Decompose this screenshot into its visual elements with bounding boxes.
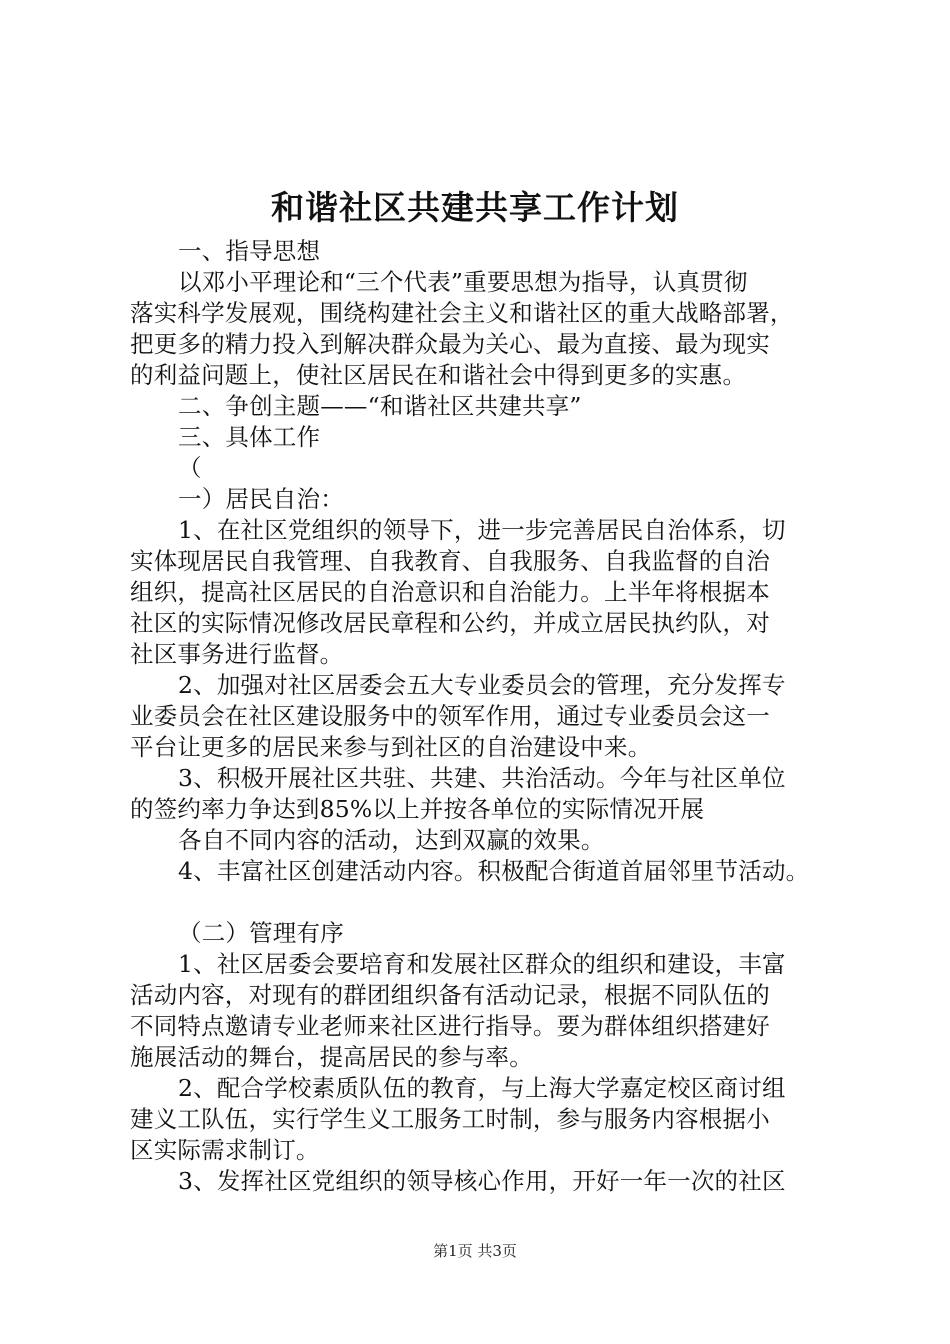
paragraph-line: 3、发挥社区党组织的领导核心作用，开好一年一次的社区 — [178, 1167, 786, 1195]
paragraph-line: 1、社区居委会要培育和发展社区群众的组织和建设，丰富 — [178, 950, 786, 978]
paragraph-line: 的签约率力争达到85%以上并按各单位的实际情况开展 — [130, 795, 705, 823]
document-body — [130, 236, 830, 1197]
paragraph-line: 活动内容，对现有的群团组织备有活动记录，根据不同队伍的 — [130, 981, 770, 1009]
paragraph-line: 施展活动的舞台，提高居民的参与率。 — [130, 1043, 533, 1071]
paragraph-line: 一）居民自治： — [178, 485, 344, 513]
document-title: 和谐社区共建共享工作计划 — [271, 188, 679, 227]
paragraph-line: （二）管理有序 — [178, 919, 344, 947]
paragraph-line: 的利益问题上，使社区居民在和谐社会中得到更多的实惠。 — [130, 361, 747, 389]
paragraph-line: 建义工队伍，实行学生义工服务工时制，参与服务内容根据小 — [130, 1105, 770, 1133]
paragraph-line: 把更多的精力投入到解决群众最为关心、最为直接、最为现实 — [130, 330, 770, 358]
paragraph-line: （ — [178, 454, 202, 482]
blank-line — [130, 887, 830, 918]
paragraph-line: 社区的实际情况修改居民章程和公约，并成立居民执约队，对 — [130, 609, 770, 637]
paragraph-line: 1、在社区党组织的领导下，进一步完善居民自治体系，切 — [178, 516, 786, 544]
paragraph-line: 4、丰富社区创建活动内容。积极配合街道首届邻里节活动。 — [178, 857, 810, 885]
paragraph-line: 2、加强对社区居委会五大专业委员会的管理，充分发挥专 — [178, 671, 786, 699]
paragraph-line: 平台让更多的居民来参与到社区的自治建设中来。 — [130, 733, 652, 761]
paragraph-line: 二、争创主题——“和谐社区共建共享” — [178, 392, 582, 420]
paragraph-line: 业委员会在社区建设服务中的领军作用，通过专业委员会这一 — [130, 702, 770, 730]
paragraph-line: 以邓小平理论和“三个代表”重要思想为指导，认真贯彻 — [178, 268, 748, 296]
paragraph-line: 组织，提高社区居民的自治意识和自治能力。上半年将根据本 — [130, 578, 770, 606]
paragraph-line: 社区事务进行监督。 — [130, 640, 344, 668]
paragraph-line: 区实际需求制订。 — [130, 1136, 320, 1164]
paragraph-line: 2、配合学校素质队伍的教育，与上海大学嘉定校区商讨组 — [178, 1074, 786, 1102]
page-number-footer: 第1页 共3页 — [433, 1242, 517, 1260]
paragraph-line: 一、指导思想 — [178, 237, 321, 265]
paragraph-line: 实体现居民自我管理、自我教育、自我服务、自我监督的自治 — [130, 547, 770, 575]
paragraph-line: 落实科学发展观，围绕构建社会主义和谐社区的重大战略部署， — [130, 299, 794, 327]
paragraph-line: 三、具体工作 — [178, 423, 321, 451]
paragraph-line: 不同特点邀请专业老师来社区进行指导。要为群体组织搭建好 — [130, 1012, 770, 1040]
paragraph-line: 各自不同内容的活动，达到双赢的效果。 — [178, 826, 605, 854]
paragraph-line: 3、积极开展社区共驻、共建、共治活动。今年与社区单位 — [178, 764, 786, 792]
